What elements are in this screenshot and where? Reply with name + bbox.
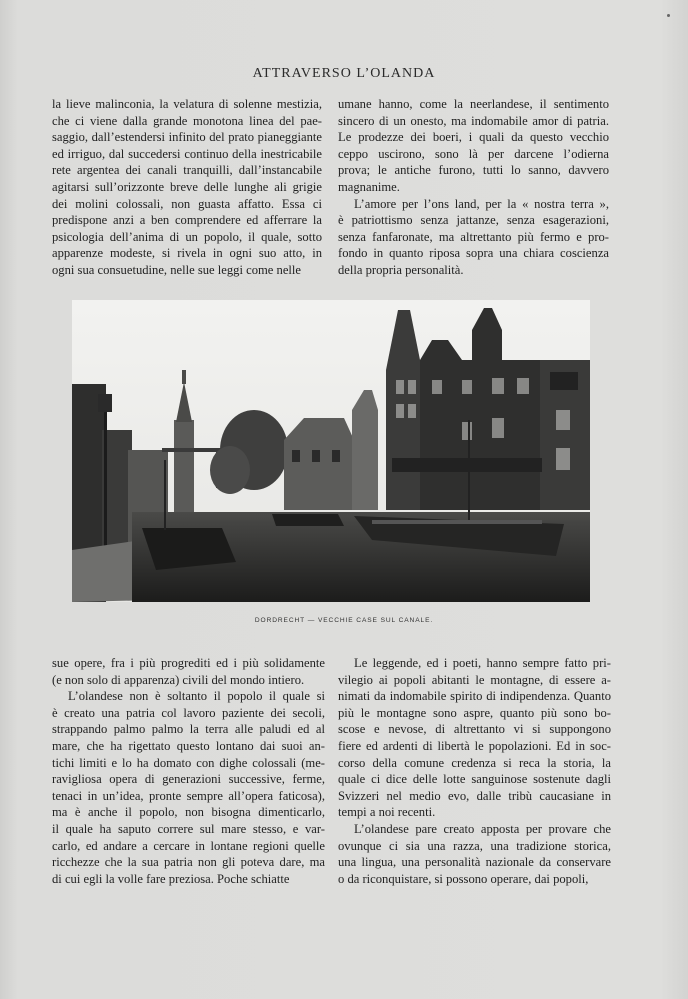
text-line: Le leggende, ed i poeti, hanno sempre fatto pri- [354, 656, 611, 670]
text-line: L’olandese non è soltanto il popolo il quale si [68, 689, 325, 704]
text-line: sue opere, fra i più progrediti ed i più solidamente [52, 656, 325, 670]
text-line: predispone anzi a ben comprendere ed afferrare la [52, 213, 322, 228]
text-line: più le montagne sono aspre, quanto più sono bo- [338, 705, 611, 720]
text-line: senza fanfaronate, ma altrettanto più fermo e pro- [338, 229, 609, 244]
text-line: L’olandese pare creato apposta per provare che [354, 821, 611, 836]
text-line: sincero di un onesto, ma indomabile amor di patria. [338, 113, 609, 128]
text-line: rete argentea dei canali tranquilli, dall’instancabile [52, 163, 322, 178]
text-line: psicologia dell’anima di un popolo, il quale, sotto [52, 229, 322, 244]
text-line: ricchezze che la sua patria non gli poteva dare, ma [52, 855, 325, 870]
canal-photograph [72, 300, 590, 602]
text-line: vilegio ai popoli abitanti le montagne, di essere a- [338, 672, 611, 687]
text-line: di cui egli la volle fare preziosa. Poche schiatte [52, 871, 290, 886]
text-line: della propria personalità. [338, 262, 464, 277]
text-line: dei molini colossali, non guasta affatto. Essa ci [52, 196, 322, 211]
running-head: ATTRAVERSO L’OLANDA [252, 66, 436, 81]
text-line: ravigliosa opera di generazioni successive, ferme, [52, 772, 325, 787]
text-line: agitarsi sull’orizzonte breve delle lunghe ali grigie [52, 179, 322, 194]
text-line: ogni sua consuetudine, nelle sue leggi come nelle [52, 262, 302, 277]
text-line: apparenze modeste, si rivela in ogni suo atto, in [52, 246, 322, 261]
text-line: la lieve malinconia, la velatura di solenne mestizia, [52, 97, 322, 111]
text-line: L’amore per l’ons land, per la « nostra terra », [354, 196, 609, 211]
photo-caption: DORDRECHT — VECCHIE CASE SUL CANALE. [254, 617, 434, 624]
text-column-top-left [52, 96, 322, 279]
text-line: saggio, dall’estendersi infinito del prato pianeggiante [52, 130, 322, 145]
text-line: mare, che ha rigettato questo lontano dai suoi an- [52, 738, 325, 753]
text-line: una lingua, una personalità nazionale da conservare [338, 855, 611, 870]
text-line: è creato una patria col lavoro paziente dei secoli, [52, 705, 325, 720]
text-line: il quale ha saputo correre sul mare stesso, e var- [52, 821, 325, 836]
text-line: o da riconquistare, si possono operare, dai popoli, [338, 871, 589, 886]
text-line: prova; le antiche furono, tutti lo sanno, davvero [338, 163, 609, 178]
text-line: tempi a noi recenti. [338, 805, 436, 820]
text-line: umane hanno, come la neerlandese, il sentimento [338, 97, 609, 111]
text-line: Le prodezze dei boeri, i quali da questo vecchio [338, 130, 609, 145]
text-column-top-right [338, 96, 609, 279]
speck [667, 14, 670, 17]
text-line: scose e nevose, di altrettanto vi si suppongono [338, 722, 611, 737]
text-column-bottom-right [338, 655, 611, 887]
text-line: fiere ed ardenti di libertà le popolazioni. Ed in soc- [338, 738, 611, 753]
text-line: che ci viene dalla grande monotona linea del pae- [52, 113, 322, 128]
text-line: ceppo uscirono, sono là per darcene l’odierna [338, 146, 609, 161]
text-line: nimati da indomabile spirito di indipendenza. Quanto [338, 689, 611, 704]
text-line: magnanime. [338, 179, 400, 194]
text-line: strappando palmo palmo la terra alle paludi ed al [52, 722, 325, 737]
text-line: (e non solo di apparenza) civili del mondo intiero. [52, 672, 305, 687]
text-line: ed irriguo, dal succedersi continuo della inestricabile [52, 146, 322, 161]
text-line: ma è anche il popolo, non bisogna dimenticarlo, [52, 805, 325, 820]
text-column-bottom-left [52, 655, 325, 887]
text-line: ovunque ci sia una razza, una tradizione storica, [338, 838, 611, 853]
text-line: carlo, ed andare a cercare in lontane regioni quelle [52, 838, 325, 853]
text-line: tenaci in un’idea, pronte sempre all’opera faticosa), [52, 788, 325, 803]
text-line: Svizzeri nel medio evo, dalle tribù caucasiane in [338, 788, 611, 803]
text-line: corso della comune credenza si reca la storia, la [338, 755, 611, 770]
text-line: quale ci dice delle lotte sanguinose sostenute dagli [338, 772, 611, 787]
text-line: è patriottismo senza jattanze, senza esagerazioni, [338, 213, 609, 228]
canal-photo-illustration [72, 300, 590, 602]
text-line: fondo in quanto riposa sopra una chiara coscienza [338, 246, 609, 261]
text-line: tichi limiti e lo ha domato con dighe colossali (me- [52, 755, 325, 770]
